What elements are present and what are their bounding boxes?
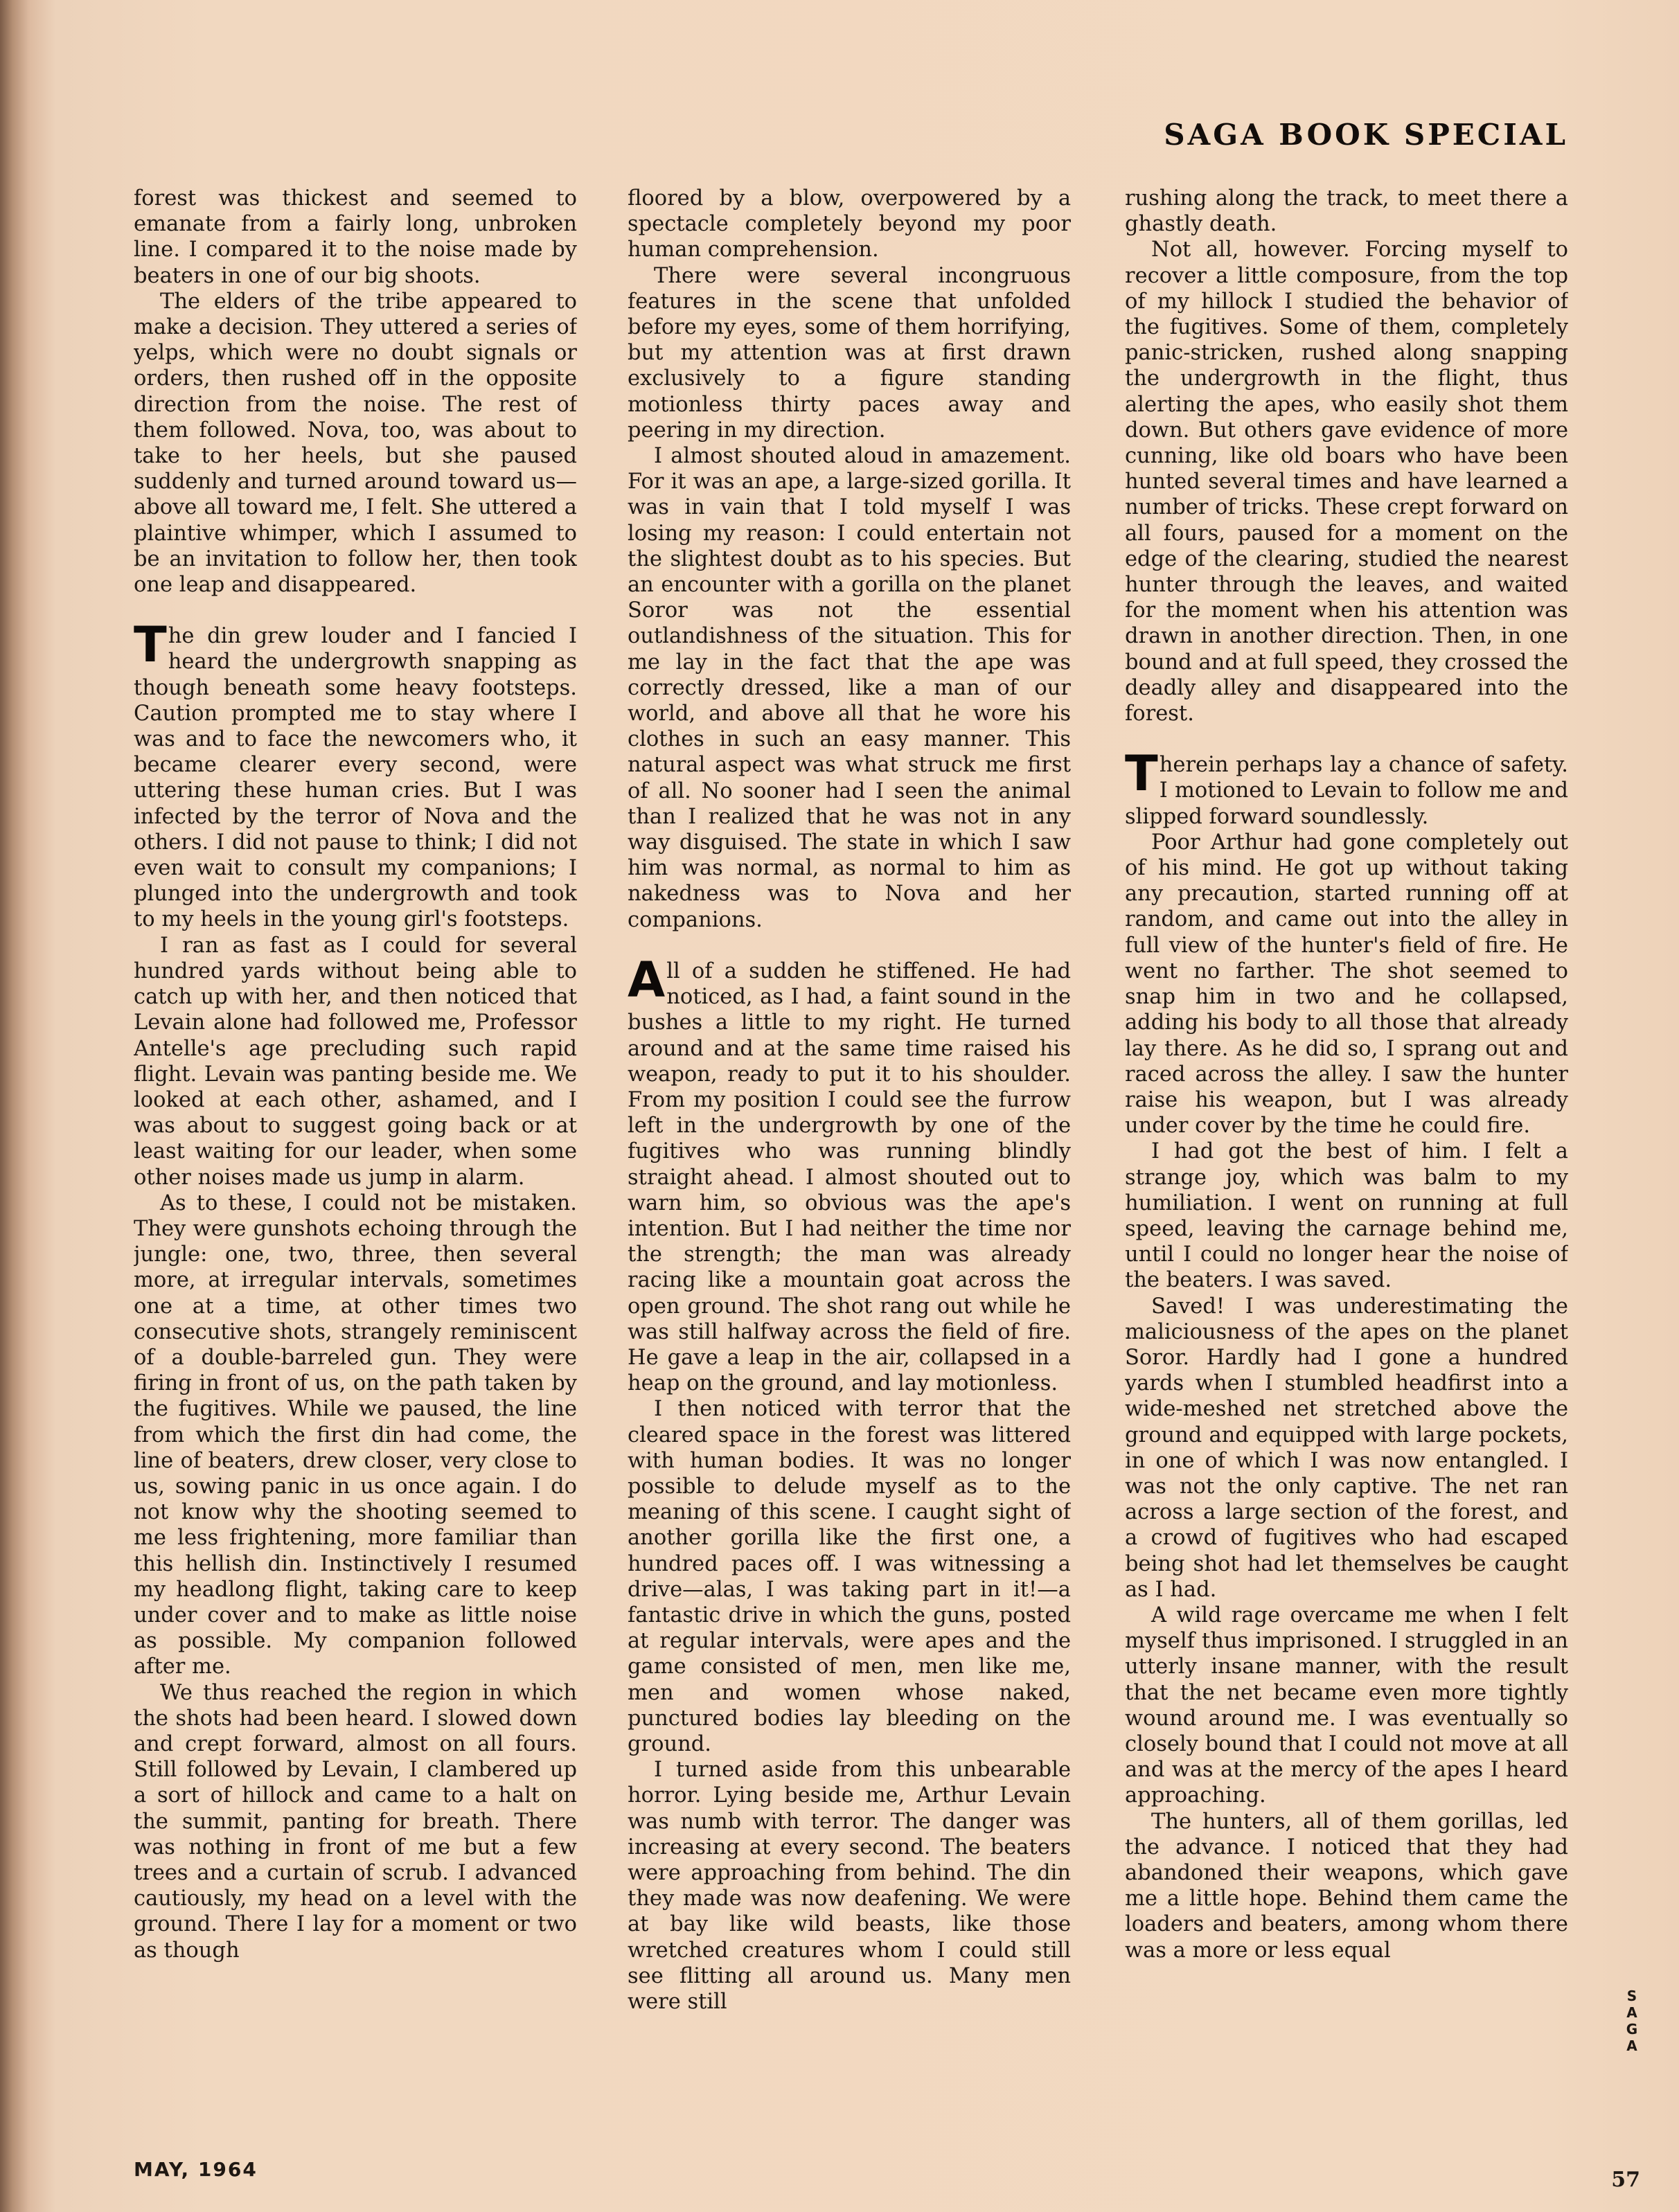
side-tab-letter: G [1626, 2021, 1638, 2037]
article-paragraph [134, 1190, 577, 1680]
article-paragraph [134, 1680, 577, 1963]
article-paragraph [1125, 830, 1568, 1139]
article-paragraph [628, 951, 1071, 1396]
article-paragraph [628, 1396, 1071, 1757]
paragraph-text: I then noticed with terror that the cleared space in the forest was littered with human bodies. It was no longer possible to delude myself as to the meaning of this scene. I caught sight of another gorilla like the first one, a hundred paces off. I was witnessing a drive—alas, I was taking part in it!—a fantastic drive in which the guns, posted at regular intervals, were apes and the game consisted of men, men like me, men and women whose naked, punctured bodies lay bleeding on the ground. [628, 1397, 1071, 1756]
article-paragraph [1125, 1603, 1568, 1809]
article-paragraph [1125, 237, 1568, 726]
page-number: 57 [1611, 2168, 1640, 2192]
article-paragraph [1125, 186, 1568, 237]
paragraph-text: I had got the best of him. I felt a strange joy, which was balm to my humiliation. I went on running at full speed, leaving the carnage behind me, until I could no longer hear the noise of the beaters. I was saved. [1125, 1139, 1568, 1293]
side-tab-saga [1624, 1988, 1640, 2054]
side-tab-letter: A [1626, 2037, 1637, 2054]
article-paragraph [628, 263, 1071, 443]
footer-date: MAY, 1964 [134, 2158, 258, 2181]
paragraph-text: herein perhaps lay a chance of safety. I motioned to Levain to follow me and slipped forward soundlessly. [1125, 753, 1568, 829]
paragraph-text: Not all, however. Forcing myself to recover a little composure, from the top of my hillock I studied the behavior of the fugitives. Some of them, completely panic-stricken, rushed along snapping the undergrowth in the flight, thus alerting the apes, who easily shot them down. But others gave evidence of more cunning, like old boars who have been hunted several times and have learned a number of tricks. These crept forward on all fours, paused for a moment on the edge of the clearing, studied the nearest hunter through the leaves, and waited for the moment when his attention was drawn in another direction. Then, in one bound and at full speed, they crossed the deadly alley and disappeared into the forest. [1125, 238, 1568, 726]
paragraph-text: he din grew louder and I fancied I heard the undergrowth snapping as though beneath some heavy footsteps. Caution prompted me to stay where I was and to face the newcomers who, it became clearer every second, were uttering these human cries. But I was infected by the terror of Nova and the others. I did not pause to think; I did not even wait to consult my companions; I plunged into the undergrowth and took to my heels in the young girl's footsteps. [134, 624, 577, 932]
paragraph-text: ll of a sudden he stiffened. He had noticed, as I had, a faint sound in the bushes a little to my right. He turned around and at the same time raised his weapon, ready to put it to his shoulder. From my position I could see the furrow left in the undergrowth by one of the fugitives who was running blindly straight ahead. I almost shouted out to warn him, so obvious was the ape's intention. But I had neither the time nor the strength; the man was already racing like a mountain goat across the open ground. The shot rang out while he was still halfway across the field of fire. He gave a leap in the air, collapsed in a heap on the ground, and lay motionless. [628, 958, 1071, 1396]
paragraph-text: A wild rage overcame me when I felt myself thus imprisoned. I struggled in an utterly insane manner, with the result that the net became even more tightly wound around me. I was eventually so closely bound that I could not move at all and was at the mercy of the apes I heard approaching. [1125, 1603, 1568, 1808]
article-paragraph [628, 186, 1071, 263]
paragraph-text: There were several incongruous features in the scene that unfolded before my eyes, some of them horrifying, but my attention was at first drawn exclusively to a figure standing motionless thirty paces away and peering in my direction. [628, 263, 1071, 443]
article-paragraph [628, 1757, 1071, 2015]
paragraph-text: We thus reached the region in which the shots had been heard. I slowed down and crept forward, almost on all fours. Still followed by Levain, I clambered up a sort of hillock and came to a halt on the summit, panting for breath. There was nothing in front of me but a few trees and a curtain of scrub. I advanced cautiously, my head on a level with the ground. There I lay for a moment or two as though [134, 1680, 577, 1963]
text-column-3 [1125, 186, 1568, 2111]
article-paragraph [134, 933, 577, 1190]
paragraph-text: The elders of the tribe appeared to make a decision. They uttered a series of yelps, which were no doubt signals or orders, then rushed off in the opposite direction from the noise. The rest of them followed. Nova, too, was about to take to her heels, but she paused suddenly and turned around toward us—above all toward me, I felt. She uttered a plaintive whimper, which I assumed to be an invitation to follow her, then took one leap and disappeared. [134, 289, 577, 598]
side-tab-letter: A [1626, 2004, 1637, 2021]
article-paragraph [1125, 1139, 1568, 1293]
article-paragraph [628, 443, 1071, 933]
article-paragraph [134, 616, 577, 932]
text-column-2 [628, 186, 1071, 2111]
drop-cap: T [1125, 745, 1158, 803]
side-tab-letter: S [1626, 1988, 1637, 2004]
article-paragraph [134, 186, 577, 289]
paragraph-text: I ran as fast as I could for several hundred yards without being able to catch up with her, and then noticed that Levain alone had followed me, Professor Antelle's age precluding such rapid flight. Levain was panting beside me. We looked at each other, ashamed, and I was about to suggest going back or at least waiting for our leader, when some other noises made us jump in alarm. [134, 933, 577, 1190]
paragraph-text: As to these, I could not be mistaken. They were gunshots echoing through the jungle: one, two, three, then several more, at irregular intervals, sometimes one at a time, at other times two consecutive shots, strangely reminiscent of a double-barreled gun. They were firing in front of us, on the path taken by the fugitives. While we paused, the line from which the first din had come, the line of beaters, drew closer, very close to us, sowing panic in us once again. I do not know why the shooting seemed to me less frightening, more familiar than this hellish din. Instinctively I resumed my headlong flight, taking care to keep under cover and to make as little noise as possible. My companion followed after me. [134, 1190, 577, 1679]
article-paragraph [1125, 1809, 1568, 1963]
paragraph-text: I turned aside from this unbearable horror. Lying beside me, Arthur Levain was numb with terror. The danger was increasing at every second. The beaters were approaching from behind. The din they made was now deafening. We were at bay like wild beasts, like those wretched creatures whom I could still see flitting all around us. Many men were still [628, 1758, 1071, 2015]
paragraph-text: rushing along the track, to meet there a ghastly death. [1125, 186, 1568, 237]
paragraph-text: The hunters, all of them gorillas, led the advance. I noticed that they had abandoned their weapons, which gave me a little hope. Behind them came the loaders and beaters, among whom there was a more or less equal [1125, 1809, 1568, 1963]
drop-cap: A [628, 951, 666, 1008]
paragraph-text: Saved! I was underestimating the maliciousness of the apes on the planet Soror. Hardly had I gone a hundred yards when I stumbled headfirst into a wide-meshed net stretched above the ground and equipped with large pockets, in one of which I was now entangled. I was not the only captive. The net ran across a large section of the forest, and a crowd of fugitives who had escaped being shot had let themselves be caught as I had. [1125, 1294, 1568, 1602]
paragraph-text: Poor Arthur had gone completely out of his mind. He got up without taking any precaution, started running off at random, and came out into the alley in full view of the hunter's field of fire. He went no farther. The shot seemed to snap him in two and he collapsed, adding his body to all those that already lay there. As he did so, I sprang out and raced across the alley. I saw the hunter raise his weapon, but I was already under cover by the time he could fire. [1125, 830, 1568, 1139]
text-column-1 [134, 186, 577, 2111]
paragraph-text: floored by a blow, overpowered by a spectacle completely beyond my poor human comprehension. [628, 186, 1071, 262]
article-paragraph [134, 289, 577, 598]
section-header: SAGA BOOK SPECIAL [1164, 118, 1568, 152]
article-paragraph [1125, 745, 1568, 830]
article-paragraph [1125, 1294, 1568, 1603]
paragraph-text: I almost shouted aloud in amazement. For it was an ape, a large-sized gorilla. It was in vain that I told myself I was losing my reason: I could entertain not the slightest doubt as to his species. But an encounter with a gorilla on the planet Soror was not the essential outlandishness of the situation. This for me lay in the fact that the ape was correctly dressed, like a man of our world, and above all that he wore his clothes in such an easy manner. This natural aspect was what struck me first of all. No sooner had I seen the animal than I realized that he was not in any way disguised. The state in which I saw him was normal, as normal to him as nakedness was to Nova and her companions. [628, 444, 1071, 932]
paragraph-text: forest was thickest and seemed to emanate from a fairly long, unbroken line. I compared it to the noise made by beaters in one of our big shoots. [134, 186, 577, 288]
drop-cap: T [134, 616, 167, 674]
